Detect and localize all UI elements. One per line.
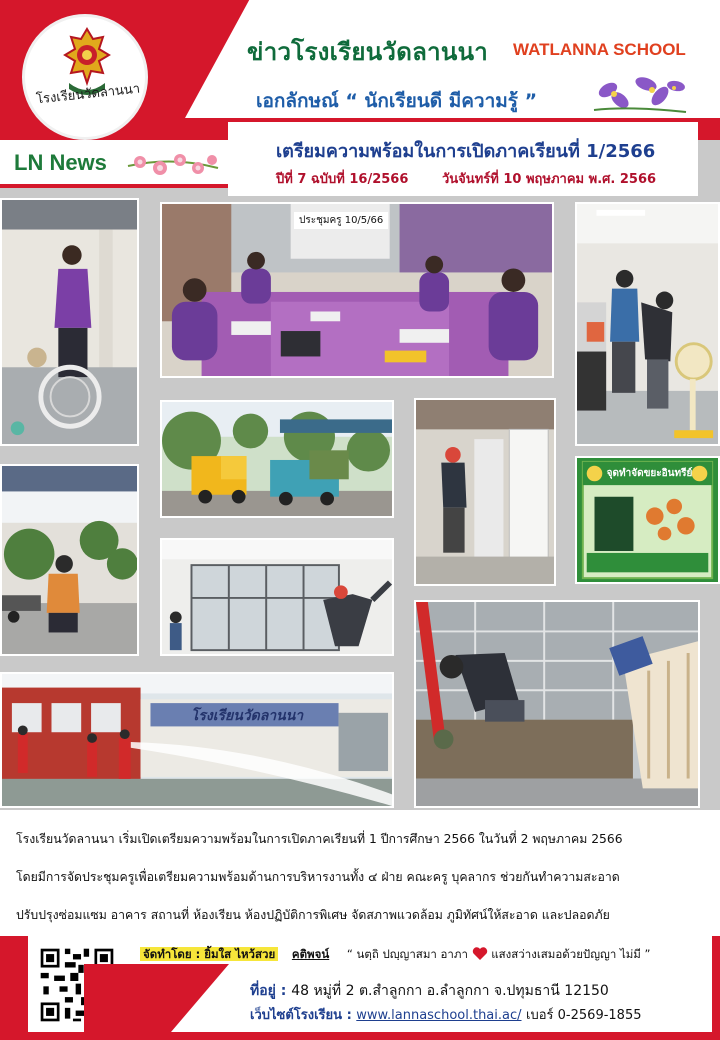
flower-decoration-icon — [590, 66, 690, 116]
ln-news-label: LN News — [14, 150, 107, 175]
footer-credits — [140, 946, 651, 964]
school-contact — [250, 1004, 642, 1025]
poster-title: จุดทำจัดขยะอินทรีย์ — [606, 468, 693, 479]
newsletter-title: ข่าวโรงเรียนวัดลานนา — [247, 38, 489, 66]
website-label: เว็บไซต์โรงเรียน : — [250, 1008, 352, 1023]
footer-banner — [0, 936, 720, 1040]
photo-trucks-trimming — [160, 400, 394, 518]
article-paragraph-line: โรงเรียนวัดลานนา เริ่มเปิดเตรียมความพร้อมในการเปิดภาคเรียนที่ 1 ปีการศึกษา 2566 ในวันที่ 2 พฤษภาคม 2566 — [16, 832, 623, 846]
photo-teachers-meeting — [160, 202, 554, 378]
school-name-english: WATLANNA SCHOOL — [513, 40, 686, 59]
photo-window-repair — [414, 398, 556, 586]
photo-moving-cart — [0, 464, 139, 656]
issue-header — [228, 122, 698, 196]
article-paragraph-line: ปรับปรุงซ่อมแซม อาคาร สถานที่ ห้องเรียน ห้องปฏิบัติการพิเศษ จัดสภาพแวดล้อม ภูมิทัศน์ให้สะอาด และปลอดภัย — [16, 908, 610, 922]
building-sign: โรงเรียนวัดลานนา — [190, 708, 304, 724]
flower-decoration-icon — [126, 146, 220, 180]
photo-fixing-office — [575, 202, 720, 446]
motto-quote-start: “ นตฺถิ ปญฺญาสมา อาภา — [346, 947, 468, 961]
address-label: ที่อยู่ : — [250, 983, 287, 999]
website-link[interactable]: www.lannaschool.thai.ac/ — [356, 1008, 522, 1023]
address-value: 48 หมู่ที่ 2 ต.สำลูกกา อ.ลำลูกกา จ.ปทุมธานี 12150 — [291, 983, 609, 999]
issue-date: วันจันทร์ที่ 10 พฤษภาคม พ.ศ. 2566 — [442, 172, 657, 187]
issue-number: ปีที่ 7 ฉบับที่ 16/2566 — [276, 172, 409, 187]
motto-label: คติพจน์ — [291, 947, 330, 961]
school-slogan: เอกลักษณ์ “ นักเรียนดี มีความรู้ ” — [256, 90, 538, 112]
ln-news-strip — [0, 140, 228, 188]
article-body — [0, 810, 720, 936]
logo-school-name: โรงเรียนวัดลานนา — [35, 81, 141, 108]
author-credit: จัดทำโดย : ยิ้มใส ไหว้สวย — [140, 947, 278, 961]
meeting-caption: ประชุมครู 10/5/66 — [294, 212, 388, 229]
photo-classroom-partition — [160, 538, 394, 656]
motto-quote-end: แสงสว่างเสมอด้วยปัญญา ไม่มี ” — [491, 947, 651, 961]
article-headline: เตรียมความพร้อมในการเปิดภาคเรียนที่ 1/2566 — [276, 141, 656, 162]
photo-compost-poster — [575, 456, 720, 584]
phone-number: เบอร์ 0-2569-1855 — [526, 1008, 642, 1023]
photo-cleaning-fan — [0, 198, 139, 446]
photo-tile-repair — [414, 600, 700, 808]
heart-icon — [472, 947, 488, 960]
school-logo — [22, 14, 148, 140]
photo-building-washing — [0, 672, 394, 808]
school-address — [250, 980, 609, 1002]
article-paragraph-line: โดยมีการจัดประชุมครูเพื่อเตรียมความพร้อมด้านการบริหารงานทั้ง ๔ ฝ่าย คณะครู บุคลากร ช่วยกันทำความสะอาด — [16, 870, 620, 884]
